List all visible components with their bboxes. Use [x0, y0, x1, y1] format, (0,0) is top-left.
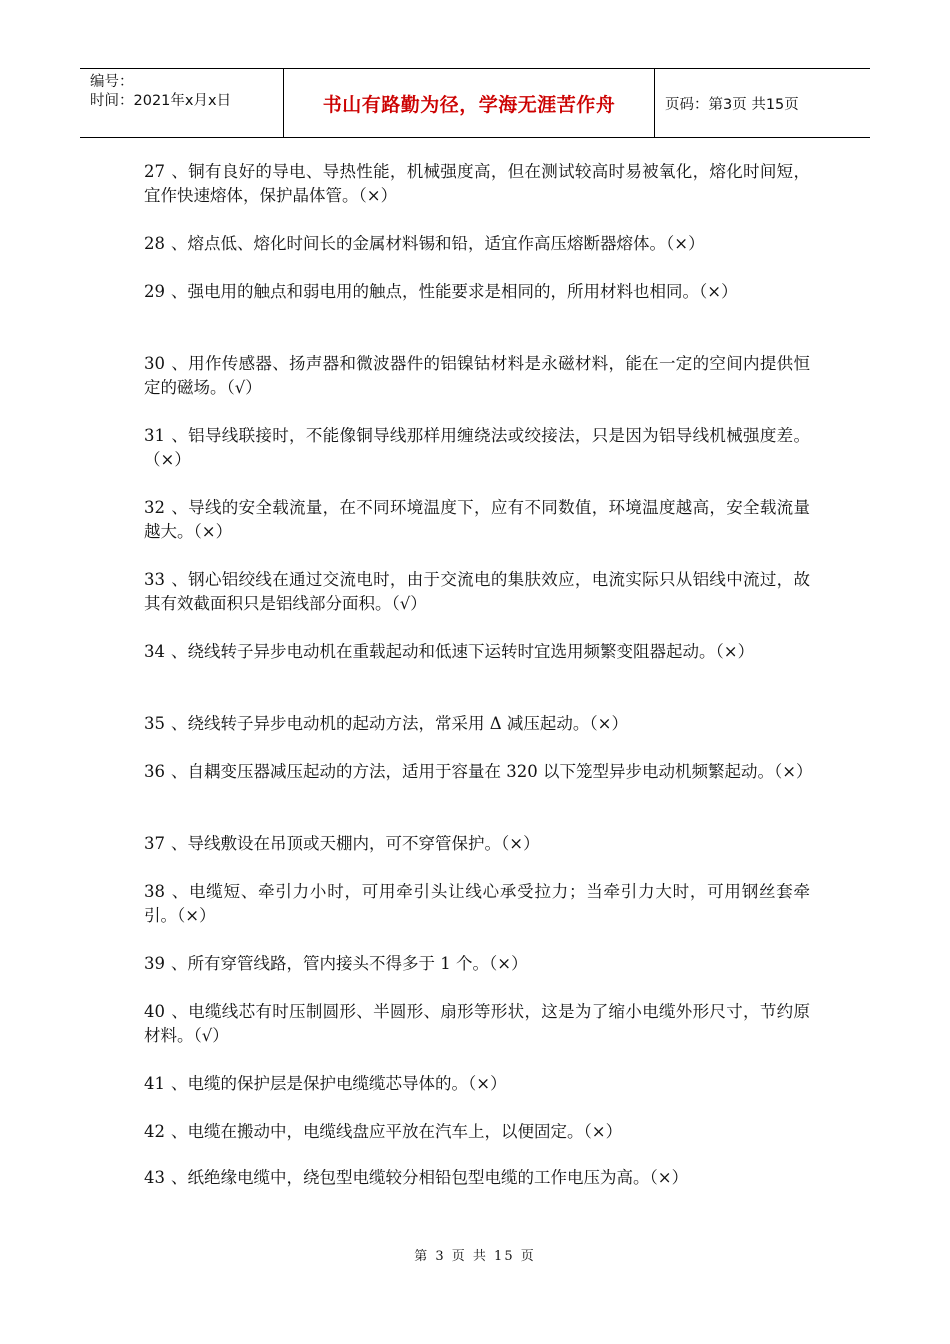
question-text: 、绕线转子异步电动机的起动方法，常采用 Δ 减压起动。（×）: [171, 714, 628, 733]
question-number: 38: [144, 882, 165, 901]
question-number: 40: [144, 1002, 165, 1021]
header-motto-cell: [283, 69, 655, 137]
serial-label: 编号：: [90, 74, 134, 90]
question-number: 43: [144, 1168, 165, 1187]
question-text: 、纸绝缘电缆中，绕包型电缆较分相铅包型电缆的工作电压为高。（×）: [171, 1168, 689, 1187]
question-item: [144, 760, 813, 784]
question-item: [144, 1166, 810, 1190]
question-number: 39: [144, 954, 165, 973]
question-item: [144, 712, 810, 736]
question-text: 、铜有良好的导电、导热性能，机械强度高，但在测试较高时易被氧化，熔化时间短，宜作快速熔体，保护晶体管。（×）: [144, 162, 810, 205]
question-number: 37: [144, 834, 165, 853]
question-number: 41: [144, 1074, 165, 1093]
question-text: 、导线的安全载流量，在不同环境温度下，应有不同数值，环境温度越高，安全载流量越大。（×）: [144, 498, 810, 541]
question-number: 33: [144, 570, 165, 589]
question-text: 、电缆短、牵引力小时，可用牵引头让线心承受拉力；当牵引力大时，可用钢丝套牵引。（×）: [144, 882, 810, 925]
question-item: [144, 280, 810, 304]
question-item: [144, 952, 810, 976]
question-item: [144, 640, 810, 664]
question-text: 、导线敷设在吊顶或天棚内，可不穿管保护。（×）: [171, 834, 540, 853]
question-number: 28: [144, 234, 165, 253]
question-item: [144, 352, 810, 400]
question-number: 34: [144, 642, 165, 661]
date-label: 时间：2021年x月x日: [90, 93, 232, 109]
question-item: [144, 424, 810, 472]
question-text: 、所有穿管线路，管内接头不得多于 1 个。（×）: [171, 954, 528, 973]
question-item: [144, 1120, 810, 1144]
question-text: 、电缆的保护层是保护电缆缆芯导体的。（×）: [171, 1074, 507, 1093]
header-meta: [80, 69, 283, 137]
question-item: [144, 496, 810, 544]
page-footer: 第 3 页 共 15 页: [414, 1249, 536, 1264]
question-number: 27: [144, 162, 165, 181]
question-number: 42: [144, 1122, 165, 1141]
question-number: 29: [144, 282, 165, 301]
question-item: [144, 1000, 810, 1048]
question-number: 35: [144, 714, 165, 733]
page-info-text: 页码：第3页 共15页: [665, 96, 799, 113]
question-item: [144, 1072, 810, 1096]
header-page-info: [655, 69, 870, 137]
question-text: 、自耦变压器减压起动的方法，适用于容量在 320 以下笼型异步电动机频繁起动。（×）: [171, 762, 813, 781]
question-text: 、熔点低、熔化时间长的金属材料锡和铅，适宜作高压熔断器熔体。（×）: [171, 234, 705, 253]
question-number: 32: [144, 498, 165, 517]
question-text: 、用作传感器、扬声器和微波器件的铝镍钴材料是永磁材料，能在一定的空间内提供恒定的磁场。（√）: [144, 354, 810, 397]
document-header: [80, 68, 870, 138]
question-text: 、电缆在搬动中，电缆线盘应平放在汽车上，以便固定。（×）: [171, 1122, 623, 1141]
question-item: [144, 160, 810, 208]
question-item: [144, 232, 810, 256]
question-number: 36: [144, 762, 165, 781]
question-text: 、强电用的触点和弱电用的触点，性能要求是相同的，所用材料也相同。（×）: [171, 282, 738, 301]
motto-text: 书山有路勤为径，学海无涯苦作舟: [322, 93, 616, 116]
question-text: 、电缆线芯有时压制圆形、半圆形、扇形等形状，这是为了缩小电缆外形尺寸，节约原材料。（√）: [144, 1002, 810, 1045]
question-text: 、铝导线联接时，不能像铜导线那样用缠绕法或绞接法，只是因为铝导线机械强度差。（×）: [144, 426, 810, 469]
question-text: 、绕线转子异步电动机在重载起动和低速下运转时宜选用频繁变阻器起动。（×）: [171, 642, 755, 661]
question-text: 、钢心铝绞线在通过交流电时，由于交流电的集肤效应，电流实际只从铝线中流过，故其有效截面积只是铝线部分面积。（√）: [144, 570, 810, 613]
question-item: [144, 832, 810, 856]
question-item: [144, 880, 810, 928]
question-number: 30: [144, 354, 165, 373]
question-number: 31: [144, 426, 165, 445]
question-item: [144, 568, 810, 616]
